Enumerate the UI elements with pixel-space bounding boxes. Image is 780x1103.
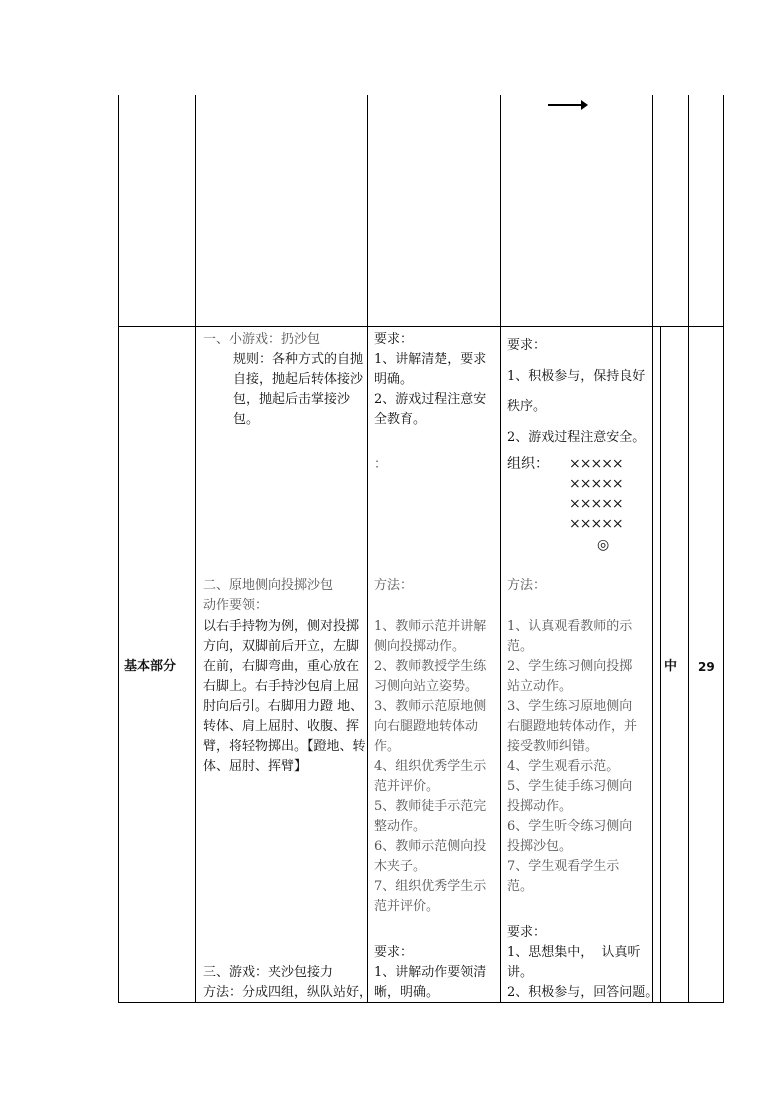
col-divider-6: [688, 95, 689, 1003]
arrow-right-icon: [548, 104, 582, 106]
student-req-item1: 1、积极参与，保持良好: [507, 369, 646, 384]
student-requirements-2: 要求： 1、思想集中， 认真听 讲。 2、积极参与，回答问题。: [507, 925, 659, 1000]
border-left: [118, 95, 119, 1003]
col-divider-2: [367, 95, 368, 1003]
game1-title: 一、小游戏：扔沙包: [203, 332, 321, 347]
row-divider: [118, 326, 724, 327]
formation-row: ×××××: [569, 496, 623, 512]
teacher-method-items: 1、教师示范并讲解 侧向投掷动作。 2、教师教授学生练 习侧向站立姿势。 3、教师示范原地侧 向右腿蹬地转体动 作。 4、组织优秀学生示 范并评价。 5、教师徒手示范完 整动作。 6、教师示范侧向投 木夹子。 7、组织优秀学生示 范并评价。: [374, 619, 487, 914]
border-right: [723, 95, 724, 1003]
student-method-label: 方法：: [507, 578, 547, 593]
formation-row: ×××××: [569, 476, 623, 492]
teacher-colon: ：: [374, 457, 388, 472]
teacher-position-icon: ◎: [597, 537, 610, 553]
teacher-method-label: 方法：: [374, 578, 414, 593]
game1-rules: 规则：各种方式的自抛 自接，抛起后转体接沙 包，抛起后击掌接沙 包。: [233, 352, 364, 427]
student-method-items: 1、认真观看教师的示 范。 2、学生练习侧向投掷 站立动作。 3、学生练习原地侧向 右腿蹬地转体动作，并 接受教师纠错。 4、学生观看示范。 5、学生徒手练习侧向 投掷动作。 6、学生听令练习侧向 投掷沙包。 7、学生观看学生示 范。: [507, 619, 638, 894]
formation-row: ×××××: [569, 456, 623, 472]
col-divider-1: [195, 95, 196, 1003]
formation-row: ×××××: [569, 516, 623, 532]
col-divider-4: [652, 95, 653, 1003]
section2-title: 二、原地侧向投掷沙包 动作要领：: [203, 578, 334, 613]
student-req-label: 要求：: [507, 338, 547, 353]
student-org-label: 组织：: [507, 456, 549, 472]
section2-body: 以右手持物为例，侧对投掷 方向，双脚前后开立，左脚 在前，右脚弯曲，重心放在 右脚上。右手持沙包肩上屈 肘向后引。右脚用力蹬 地、 转体、肩上屈肘、收腹、挥 臂，将轻物掷出。【蹬地、转 体、屈肘、挥臂】: [203, 619, 366, 774]
minutes-value: 29: [698, 660, 715, 674]
section3-text: 三、游戏：夹沙包接力 方法：分成四组，纵队站好，: [203, 965, 373, 1000]
teacher-requirements-2: 要求： 1、讲解动作要领清 晰，明确。: [374, 945, 487, 1000]
intensity-value: 中: [664, 659, 678, 674]
row-label: 基本部分: [124, 659, 177, 674]
col-divider-5: [660, 327, 661, 1003]
student-req-item2: 2、游戏过程注意安全。: [507, 430, 646, 445]
teacher-requirements: 要求： 1、讲解清楚，要求 明确。 2、游戏过程注意安 全教育。: [374, 332, 487, 427]
student-req-item1b: 秩序。: [507, 399, 547, 414]
col-divider-3: [500, 95, 501, 1003]
